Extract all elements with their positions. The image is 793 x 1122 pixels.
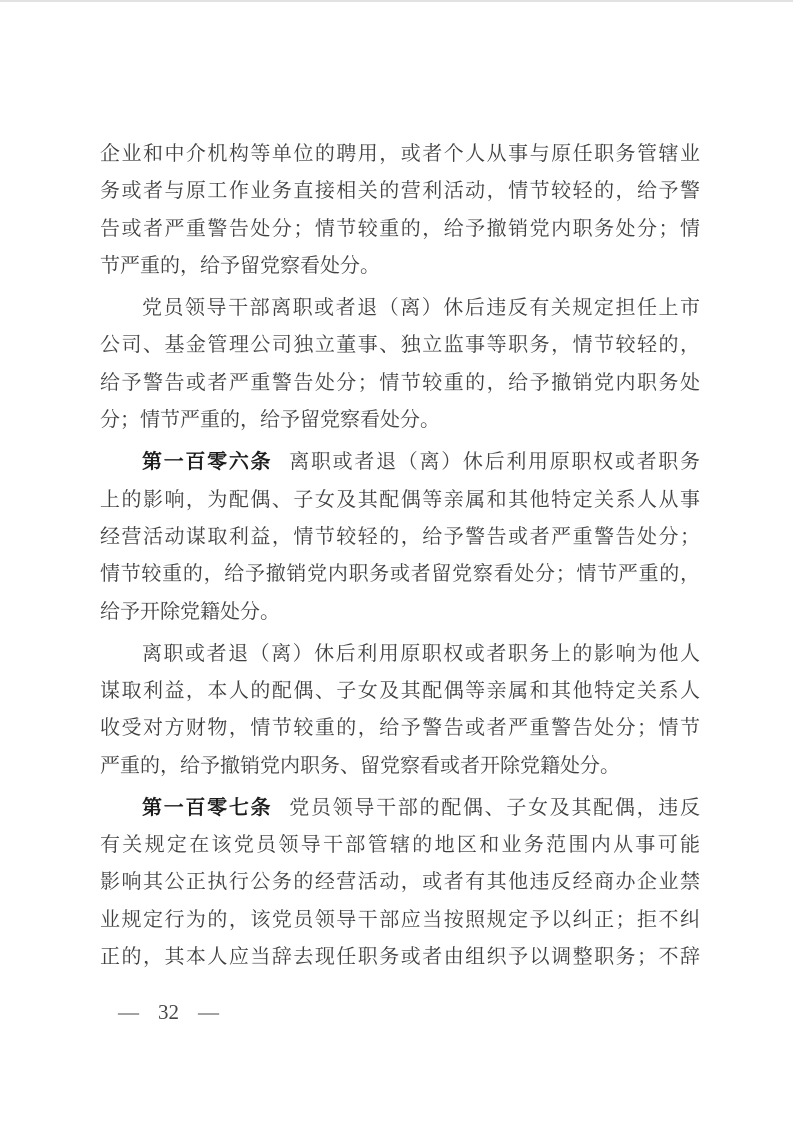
text-line: 党员领导干部离职或者退（离）休后违反有关规定担任上市 [142, 297, 700, 320]
text-line: 收受对方财物，情节较重的，给予警告或者严重警告处分；情节 [100, 717, 700, 740]
text-line: 公司、基金管理公司独立董事、独立监事等职务，情节较轻的， [100, 334, 700, 357]
article-number-heading: 第一百零六条 [142, 451, 273, 474]
text-line [100, 444, 700, 481]
text-line [100, 790, 700, 827]
scan-artifact-top-edge [0, 0, 793, 2]
text-line: 业规定行为的，该党员领导干部应当按照规定予以纠正；拒不纠 [100, 908, 700, 931]
text-line: 给予开除党籍处分。 [100, 600, 280, 623]
text-line: 有关规定在该党员领导干部管辖的地区和业务范围内从事可能 [100, 834, 700, 857]
text-line: 分；情节严重的，给予留党察看处分。 [100, 409, 440, 432]
text-line: 离职或者退（离）休后利用原职权或者职务上的影响为他人 [142, 642, 700, 665]
text-line: 经营活动谋取利益，情节较轻的，给予警告或者严重警告处分； [100, 525, 700, 548]
paragraph [100, 636, 700, 786]
article-number-heading: 第一百零七条 [142, 796, 273, 819]
paragraph-article-107 [100, 790, 700, 977]
text-line: 谋取利益，本人的配偶、子女及其配偶等亲属和其他特定关系人 [100, 679, 700, 702]
text-line: 上的影响，为配偶、子女及其配偶等亲属和其他特定关系人从事 [100, 488, 700, 511]
page-footer [118, 1000, 219, 1025]
page-number: 32 [158, 1000, 179, 1024]
footer-left-dash: — [118, 1000, 139, 1024]
text-line: 影响其公正执行公务的经营活动，或者有其他违反经商办企业禁 [100, 871, 700, 894]
paragraph [100, 290, 700, 440]
text-line: 严重的，给予撤销党内职务、留党察看或者开除党籍处分。 [100, 754, 620, 777]
footer-right-dash: — [198, 1000, 219, 1024]
text-line: 节严重的，给予留党察看处分。 [100, 255, 380, 278]
text-line: 正的，其本人应当辞去现任职务或者由组织予以调整职务；不辞 [100, 946, 700, 969]
text-line: 给予警告或者严重警告处分；情节较重的，给予撤销党内职务处 [100, 371, 700, 394]
article-first-line-text: 党员领导干部的配偶、子女及其配偶，违反 [289, 796, 700, 819]
paragraph-continuation [100, 136, 700, 286]
article-first-line-text: 离职或者退（离）休后利用原职权或者职务 [289, 451, 700, 474]
page-body-text [100, 136, 700, 977]
text-line: 企业和中介机构等单位的聘用，或者个人从事与原任职务管辖业 [100, 143, 700, 165]
text-line: 告或者严重警告处分；情节较重的，给予撤销党内职务处分；情 [100, 217, 700, 240]
text-line: 务或者与原工作业务直接相关的营利活动，情节较轻的，给予警 [100, 180, 700, 203]
text-line: 情节较重的，给予撤销党内职务或者留党察看处分；情节严重的， [100, 563, 700, 586]
paragraph-article-106 [100, 444, 700, 631]
